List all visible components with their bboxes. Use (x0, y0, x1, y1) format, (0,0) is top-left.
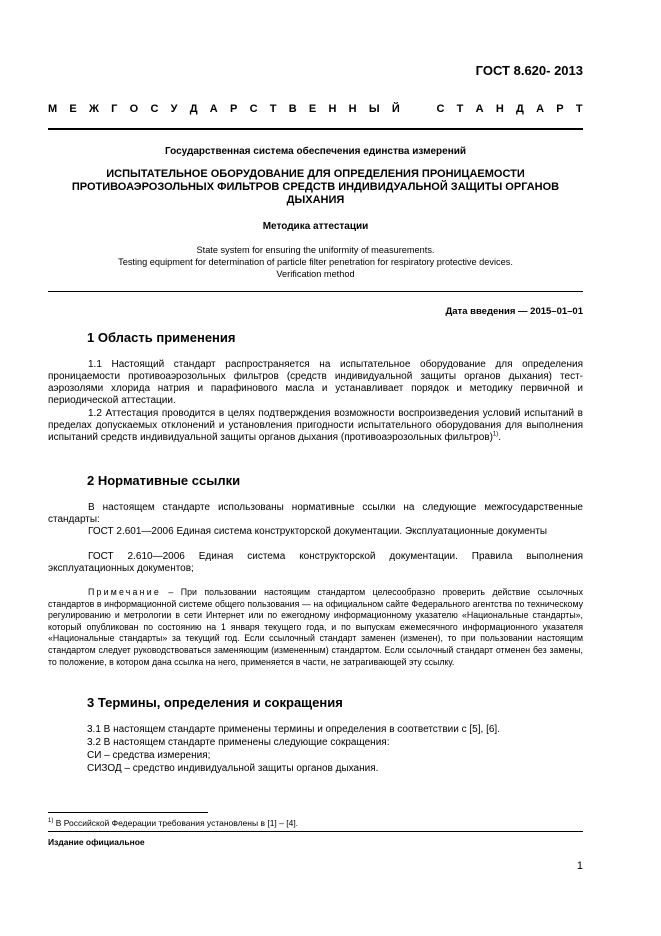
system-title: Государственная система обеспечения единства измерений (164, 146, 467, 157)
section-1-heading: 1 Область применения (87, 330, 236, 345)
category-letter: О (129, 103, 139, 115)
paragraph-text: ГОСТ 2.610—2006 Единая система конструкторской документации. Правила выполнения эксплуатационных документов; (48, 551, 583, 575)
english-title-line: State system for ensuring the uniformity of measurements. (196, 245, 435, 255)
document-code: ГОСТ 8.620- 2013 (475, 63, 583, 78)
section-3-line: СИЗОД – средство индивидуальной защиты органов дыхания. (87, 763, 379, 774)
normative-ref-2 (48, 551, 583, 575)
paragraph-text: 1.1 Настоящий стандарт распространяется на испытательное оборудование для определения проницаемости противоаэрозольных фильтров (средств индивидуальной защиты органов дыхания) тест-аэрозолями хлорида натрия и парафинового масла и устанавливает порядок и методику первичной и периодической аттестации. (48, 359, 583, 407)
category-letter: А (209, 103, 218, 115)
category-letter: Е (69, 103, 77, 115)
paragraph-text: ГОСТ 2.601—2006 Единая система конструкторской документации. Эксплуатационные документы (88, 526, 548, 537)
method-subtitle: Методика аттестации (262, 221, 369, 232)
section-3-line: СИ – средства измерения; (87, 750, 211, 761)
category-letter: В (288, 103, 297, 115)
section-2-heading: 2 Нормативные ссылки (87, 473, 241, 488)
section-2-intro (48, 502, 583, 526)
category-letter: А (475, 103, 484, 115)
section-3-line: 3.1 В настоящем стандарте применены термины и определения в соответствии с [5], [6]. (87, 724, 500, 735)
category-letter: Е (308, 103, 317, 115)
section-3-line: 3.2 В настоящем стандарте применены следующие сокращения: (87, 737, 390, 748)
page-number: 1 (576, 860, 583, 872)
main-title-line: ДЫХАНИЯ (286, 194, 345, 206)
main-title-line: ИСПЫТАТЕЛЬНОЕ ОБОРУДОВАНИЕ ДЛЯ ОПРЕДЕЛЕНИЯ ПРОНИЦАЕМОСТИ (106, 168, 525, 180)
edition-divider (48, 831, 583, 832)
top-divider (48, 128, 583, 130)
paragraph-text: . (498, 432, 502, 444)
category-letter: Т (456, 103, 464, 115)
category-letter: С (150, 103, 159, 115)
edition-label: Издание официальное (48, 837, 145, 847)
section-1-paragraph-2 (48, 408, 583, 444)
note-label: Примечание (88, 587, 161, 597)
section-1-paragraph-1 (48, 359, 583, 407)
category-letter: С (249, 103, 258, 115)
section-2-note (48, 587, 583, 668)
category-letter: М (48, 103, 58, 115)
footnote-ref: 1) (492, 431, 499, 438)
note-text: – При пользовании настоящим стандартом целесообразно проверить действие ссылочных стандартов в информационной системе общего пользования — на официальном сайте Федерального агентства по техническому регулированию и метрологии в сети Интернет или по ежегодному информационному указателю «Национальные стандарты», который опубликован по состоянию на 1 января текущего года, и по выпускам ежемесячного информационного указателя «Национальные стандарты» за текущий год. Если ссылочный стандарт заменен (изменен), то при пользовании настоящим стандартом следует руководствоваться заменяющим (измененным) стандартом. Если ссылочный стандарт отменен без замены, то положение, в котором дана ссылка на него, применяется в части, не затрагивающей эту ссылку. (48, 587, 583, 667)
english-title-line: Verification method (276, 269, 355, 279)
main-title-line: ПРОТИВОАЭРОЗОЛЬНЫХ ФИЛЬТРОВ СРЕДСТВ ИНДИВИДУАЛЬНОЙ ЗАЩИТЫ ОРГАНОВ (71, 181, 560, 193)
category-letter: Ж (88, 103, 99, 115)
section-3-heading: 3 Термины, определения и сокращения (87, 695, 343, 710)
footnote-text: В Российской Федерации требования установлены в [1] – [4]. (53, 818, 299, 828)
title-divider (48, 291, 583, 292)
paragraph-text: В настоящем стандарте использованы нормативные ссылки на следующие межгосударственные стандарты: (48, 502, 583, 526)
footnote (48, 818, 298, 828)
category-letter: Н (328, 103, 337, 115)
category-letter: Г (111, 103, 118, 115)
category-letter: Н (348, 103, 357, 115)
category-letter: Т (575, 103, 583, 115)
category-letter: А (536, 103, 545, 115)
category-letter: С (436, 103, 445, 115)
normative-ref-1 (48, 526, 583, 538)
footnote-divider (48, 812, 208, 813)
english-title (48, 244, 583, 280)
category-letter: Р (556, 103, 564, 115)
category-letter: Р (229, 103, 238, 115)
footnote-mark: 1) (48, 818, 54, 825)
category-letter: У (170, 103, 178, 115)
category-letter: Т (269, 103, 277, 115)
category-letter: Д (516, 103, 524, 115)
effective-date: Дата введения — 2015–01–01 (445, 306, 583, 317)
category-letter: Ы (368, 103, 380, 115)
english-title-line: Testing equipment for determination of particle filter penetration for respiratory protective devices. (118, 257, 513, 267)
category-letter: Д (189, 103, 198, 115)
category-letter: Й (391, 103, 400, 115)
main-title (48, 168, 583, 207)
category-letter: Н (495, 103, 504, 115)
standard-category-heading (48, 103, 583, 115)
paragraph-text: 1.2 Аттестация проводится в целях подтверждения возможности воспроизведения условий испытаний в пределах допускаемых отклонений и установления пригодности испытательного оборудования для выполнения испытаний средств индивидуальной защиты органов дыхания (противоаэрозольных фильтров) (48, 408, 583, 444)
